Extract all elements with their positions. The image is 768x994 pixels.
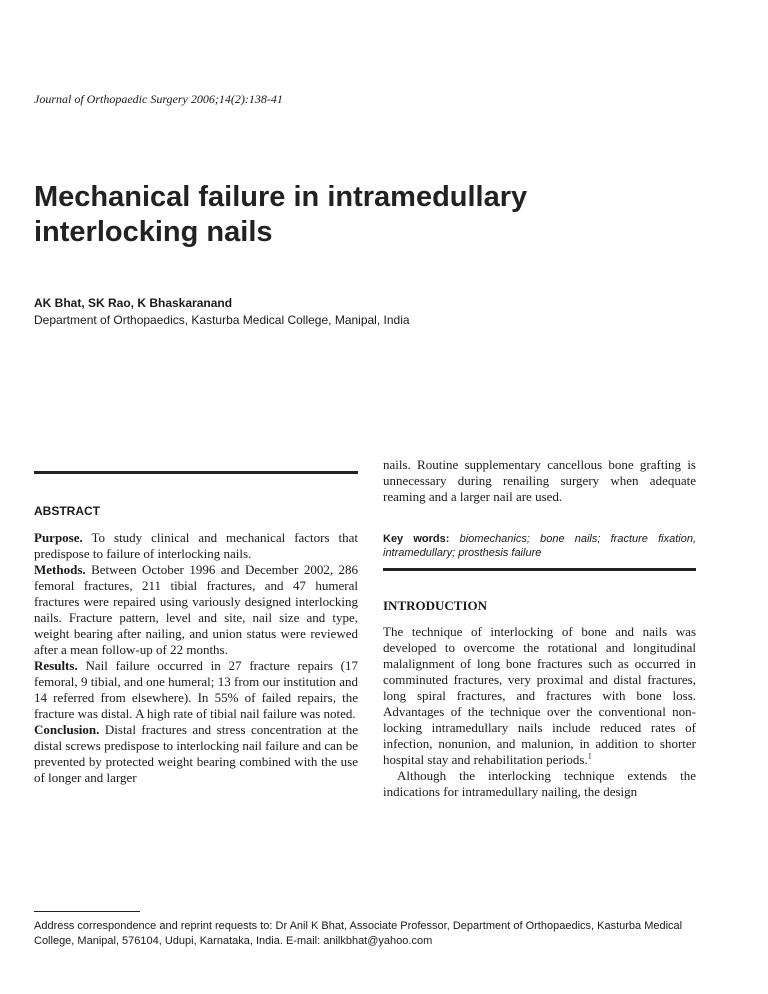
purpose-text: To study clinical and mechanical factors that predispose to failure of interlocking nails. (34, 530, 359, 561)
conclusion-text: Distal fractures and stress concentration at the distal screws predispose to interlocking nail failure and can be prevented by protected weight bearing combined with the use of longer and larger (34, 722, 359, 785)
intro-paragraph-2: Although the interlocking technique extends the indications for intramedullary nailing, the design (383, 768, 696, 799)
keywords (383, 532, 696, 560)
citation-ref: 1 (587, 751, 592, 761)
intro-top-rule (383, 568, 696, 571)
article-title: Mechanical failure in intramedullary interlocking nails (34, 181, 528, 248)
introduction-heading: INTRODUCTION (383, 598, 488, 613)
abstract-top-rule (34, 471, 358, 474)
footnote-rule (34, 911, 140, 912)
keywords-text: biomechanics; bone nails; fracture fixation, intramedullary; prosthesis failure (383, 533, 696, 559)
abstract-body (34, 530, 358, 786)
results-label: Results. (34, 658, 78, 673)
conclusion-label: Conclusion. (34, 722, 100, 737)
results-text: Nail failure occurred in 27 fracture repairs (17 femoral, 9 tibial, and one humeral; 13 from our institution and 14 referred from elsewhere). In 55% of failed repairs, the fracture was distal. A high rate of tibial nail failure was noted. (34, 658, 359, 721)
abstract-conclusion (34, 722, 358, 786)
abstract-methods (34, 562, 358, 658)
keywords-label: Key words: (383, 533, 450, 545)
abstract-purpose (34, 530, 358, 562)
intro-paragraph-1 (383, 624, 696, 768)
journal-citation: Journal of Orthopaedic Surgery 2006;14(2):138-41 (34, 92, 283, 106)
author-affiliation: Department of Orthopaedics, Kasturba Medical College, Manipal, India (34, 313, 410, 327)
purpose-label: Purpose. (34, 530, 83, 545)
abstract-heading: ABSTRACT (34, 504, 100, 518)
author-list: AK Bhat, SK Rao, K Bhaskaranand (34, 296, 233, 310)
intro-paragraph-1-text: The technique of interlocking of bone and nails was developed to overcome the rotational and longitudinal malalignment of long bone fractures such as occurred in comminuted fractures, very proximal and distal fractures, long spiral fractures, and fractures with bone loss. Advantages of the technique over the conventional non-locking intramedullary nails include reduced rates of infection, nonunion, and malunion, in addition to shorter hospital stay and rehabilitation periods. (383, 624, 696, 767)
abstract-results (34, 658, 358, 722)
methods-label: Methods. (34, 562, 86, 577)
abstract-continuation: nails. Routine supplementary cancellous bone grafting is unnecessary during renailing surgery when adequate reaming and a larger nail are used. (383, 457, 696, 504)
methods-text: Between October 1996 and December 2002, 286 femoral fractures, 211 tibial fractures, and 47 humeral fractures were repaired using variously designed interlocking nails. Fracture pattern, level and site, nail size and type, weight bearing after nailing, and union status were reviewed after a mean follow-up of 22 months. (34, 562, 359, 657)
correspondence-footnote: Address correspondence and reprint requests to: Dr Anil K Bhat, Associate Professor, Department of Orthopaedics, Kasturba Medical College, Manipal, 576104, Udupi, Karnataka, India. E-mail: anilkbhat@yahoo.com (34, 920, 683, 947)
introduction-body (383, 624, 696, 800)
